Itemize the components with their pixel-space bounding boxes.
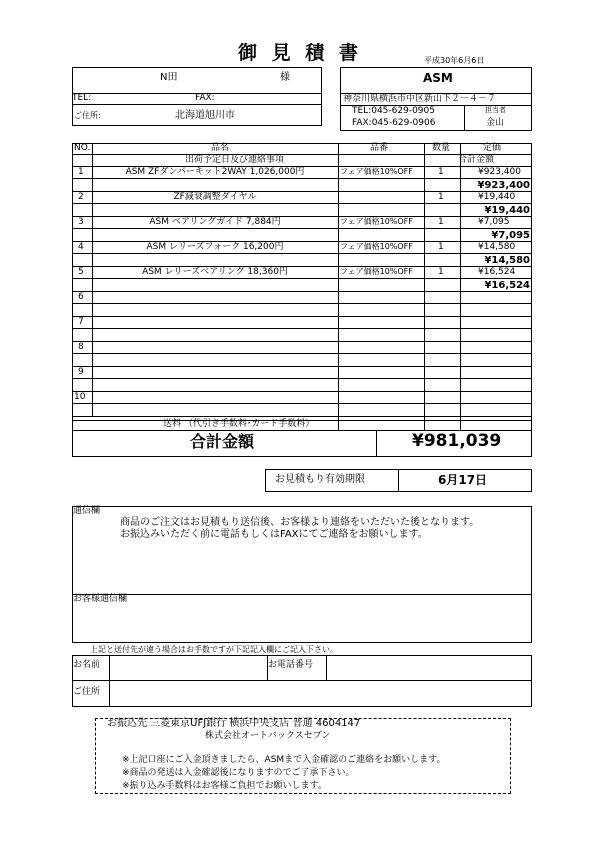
- row-unit-price: ¥16,524: [478, 267, 516, 277]
- company-name: ASM: [423, 71, 453, 85]
- validity-label: お見積もり有効期限: [275, 474, 365, 485]
- row-total: ¥16,524: [484, 280, 530, 291]
- validity-date: 6月17日: [438, 473, 488, 487]
- row-total: ¥7,095: [491, 230, 530, 241]
- row-item-name: ZF減衰調整ダイヤル: [173, 192, 257, 202]
- row-item-name: ASM レリーズフォーク 16,200円: [146, 242, 284, 252]
- row-number: 6: [78, 292, 84, 302]
- bank-line-2: 株式会社オートバックスセブン: [205, 731, 331, 741]
- row-number: 7: [78, 317, 84, 327]
- row-part-number: フェア価格10%OFF: [340, 267, 413, 276]
- shipping-fee-label: 送料 （代引き手数料･カード手数料）: [163, 419, 315, 429]
- row-item-name: ASM ZFダンパーキット2WAY 1,026,000円: [125, 167, 305, 177]
- customer-address: 北海道旭川市: [175, 110, 235, 121]
- shipping-phone-label: お電話番号: [268, 660, 314, 670]
- grand-total-value: ¥981,039: [412, 431, 502, 451]
- customer-address-label: ご住所:: [74, 111, 101, 120]
- shipping-note: 上記と送付先が違う場合はお手数ですが下記記入欄にご記入下さい。: [90, 645, 338, 654]
- staff-name: 金山: [486, 118, 505, 128]
- header-part: 品番: [370, 143, 389, 153]
- grand-total-label: 合計金額: [190, 432, 255, 451]
- row-quantity: 1: [438, 167, 444, 177]
- message-label: 通信欄: [73, 506, 101, 516]
- row-total: ¥14,580: [484, 255, 530, 266]
- row-total: ¥923,400: [477, 180, 530, 191]
- row-number: 3: [78, 217, 84, 227]
- row-number: 8: [78, 342, 84, 352]
- row-item-name: ASM レリーズベアリング 18,360円: [142, 267, 288, 277]
- bank-note-2: ※商品の発送は入金確認後になりますのでご了承下さい。: [122, 768, 355, 778]
- header-qty: 数量: [432, 143, 451, 153]
- row-unit-price: ¥7,095: [478, 217, 510, 227]
- row-quantity: 1: [438, 242, 444, 252]
- header-notes: 出荷予定日及び連絡事項: [185, 155, 285, 165]
- shipping-address-label: ご住所: [73, 687, 101, 697]
- customer-honorific: 様: [280, 72, 290, 83]
- row-unit-price: ¥19,440: [478, 192, 516, 202]
- row-part-number: フェア価格10%OFF: [340, 167, 413, 176]
- customer-message-label: お客様通信欄: [73, 594, 128, 604]
- row-number: 2: [78, 192, 84, 202]
- row-item-name: ASM ベアリングガイド 7,884円: [149, 217, 281, 227]
- row-unit-price: ¥923,400: [478, 167, 521, 177]
- header-item: 品名: [211, 143, 230, 153]
- row-number: 4: [78, 242, 84, 252]
- row-number: 9: [78, 367, 84, 377]
- row-part-number: フェア価格10%OFF: [340, 217, 413, 226]
- row-total: ¥19,440: [484, 205, 530, 216]
- staff-label: 担当者: [485, 106, 506, 114]
- issue-date: 平成30年6月6日: [424, 56, 485, 65]
- bank-note-3: ※振り込み手数料はお客様ご負担でお願いします。: [122, 781, 327, 791]
- row-quantity: 1: [438, 217, 444, 227]
- company-address: 神奈川県横浜市中区新山下２－４－７: [343, 94, 497, 104]
- header-total: 合計金額: [458, 155, 495, 165]
- row-number: 10: [74, 392, 86, 402]
- shipping-name-label: お名前: [73, 660, 101, 670]
- customer-name: N田: [160, 72, 178, 83]
- header-price: 定価: [483, 143, 502, 153]
- row-unit-price: ¥14,580: [478, 242, 516, 252]
- message-line-2: お振込みいただく前に電話もしくはFAXにてご連絡をお願いします。: [120, 529, 428, 540]
- document-title: 御 見 積 書: [238, 42, 362, 64]
- message-line-1: 商品のご注文はお見積もり送信後、お客様より連絡をいただいた後となります。: [120, 517, 480, 528]
- company-fax: FAX:045-629-0906: [352, 118, 436, 128]
- header-no: NO.: [74, 143, 91, 153]
- row-number: 1: [78, 167, 84, 177]
- company-tel: TEL:045-629-0905: [352, 106, 435, 116]
- row-number: 5: [78, 267, 84, 277]
- bank-note-1: ※上記口座にご入金頂きましたら、ASMまで入金確認のご連絡をお願いします。: [122, 755, 446, 765]
- row-quantity: 1: [438, 192, 444, 202]
- bank-line-1: お振込先 三菱東京UFJ銀行 横浜中央支店 普通 4604147: [107, 718, 361, 729]
- customer-fax-label: FAX:: [195, 93, 215, 103]
- row-quantity: 1: [438, 267, 444, 277]
- row-part-number: フェア価格10%OFF: [340, 242, 413, 251]
- customer-tel-label: TEL:: [72, 93, 92, 103]
